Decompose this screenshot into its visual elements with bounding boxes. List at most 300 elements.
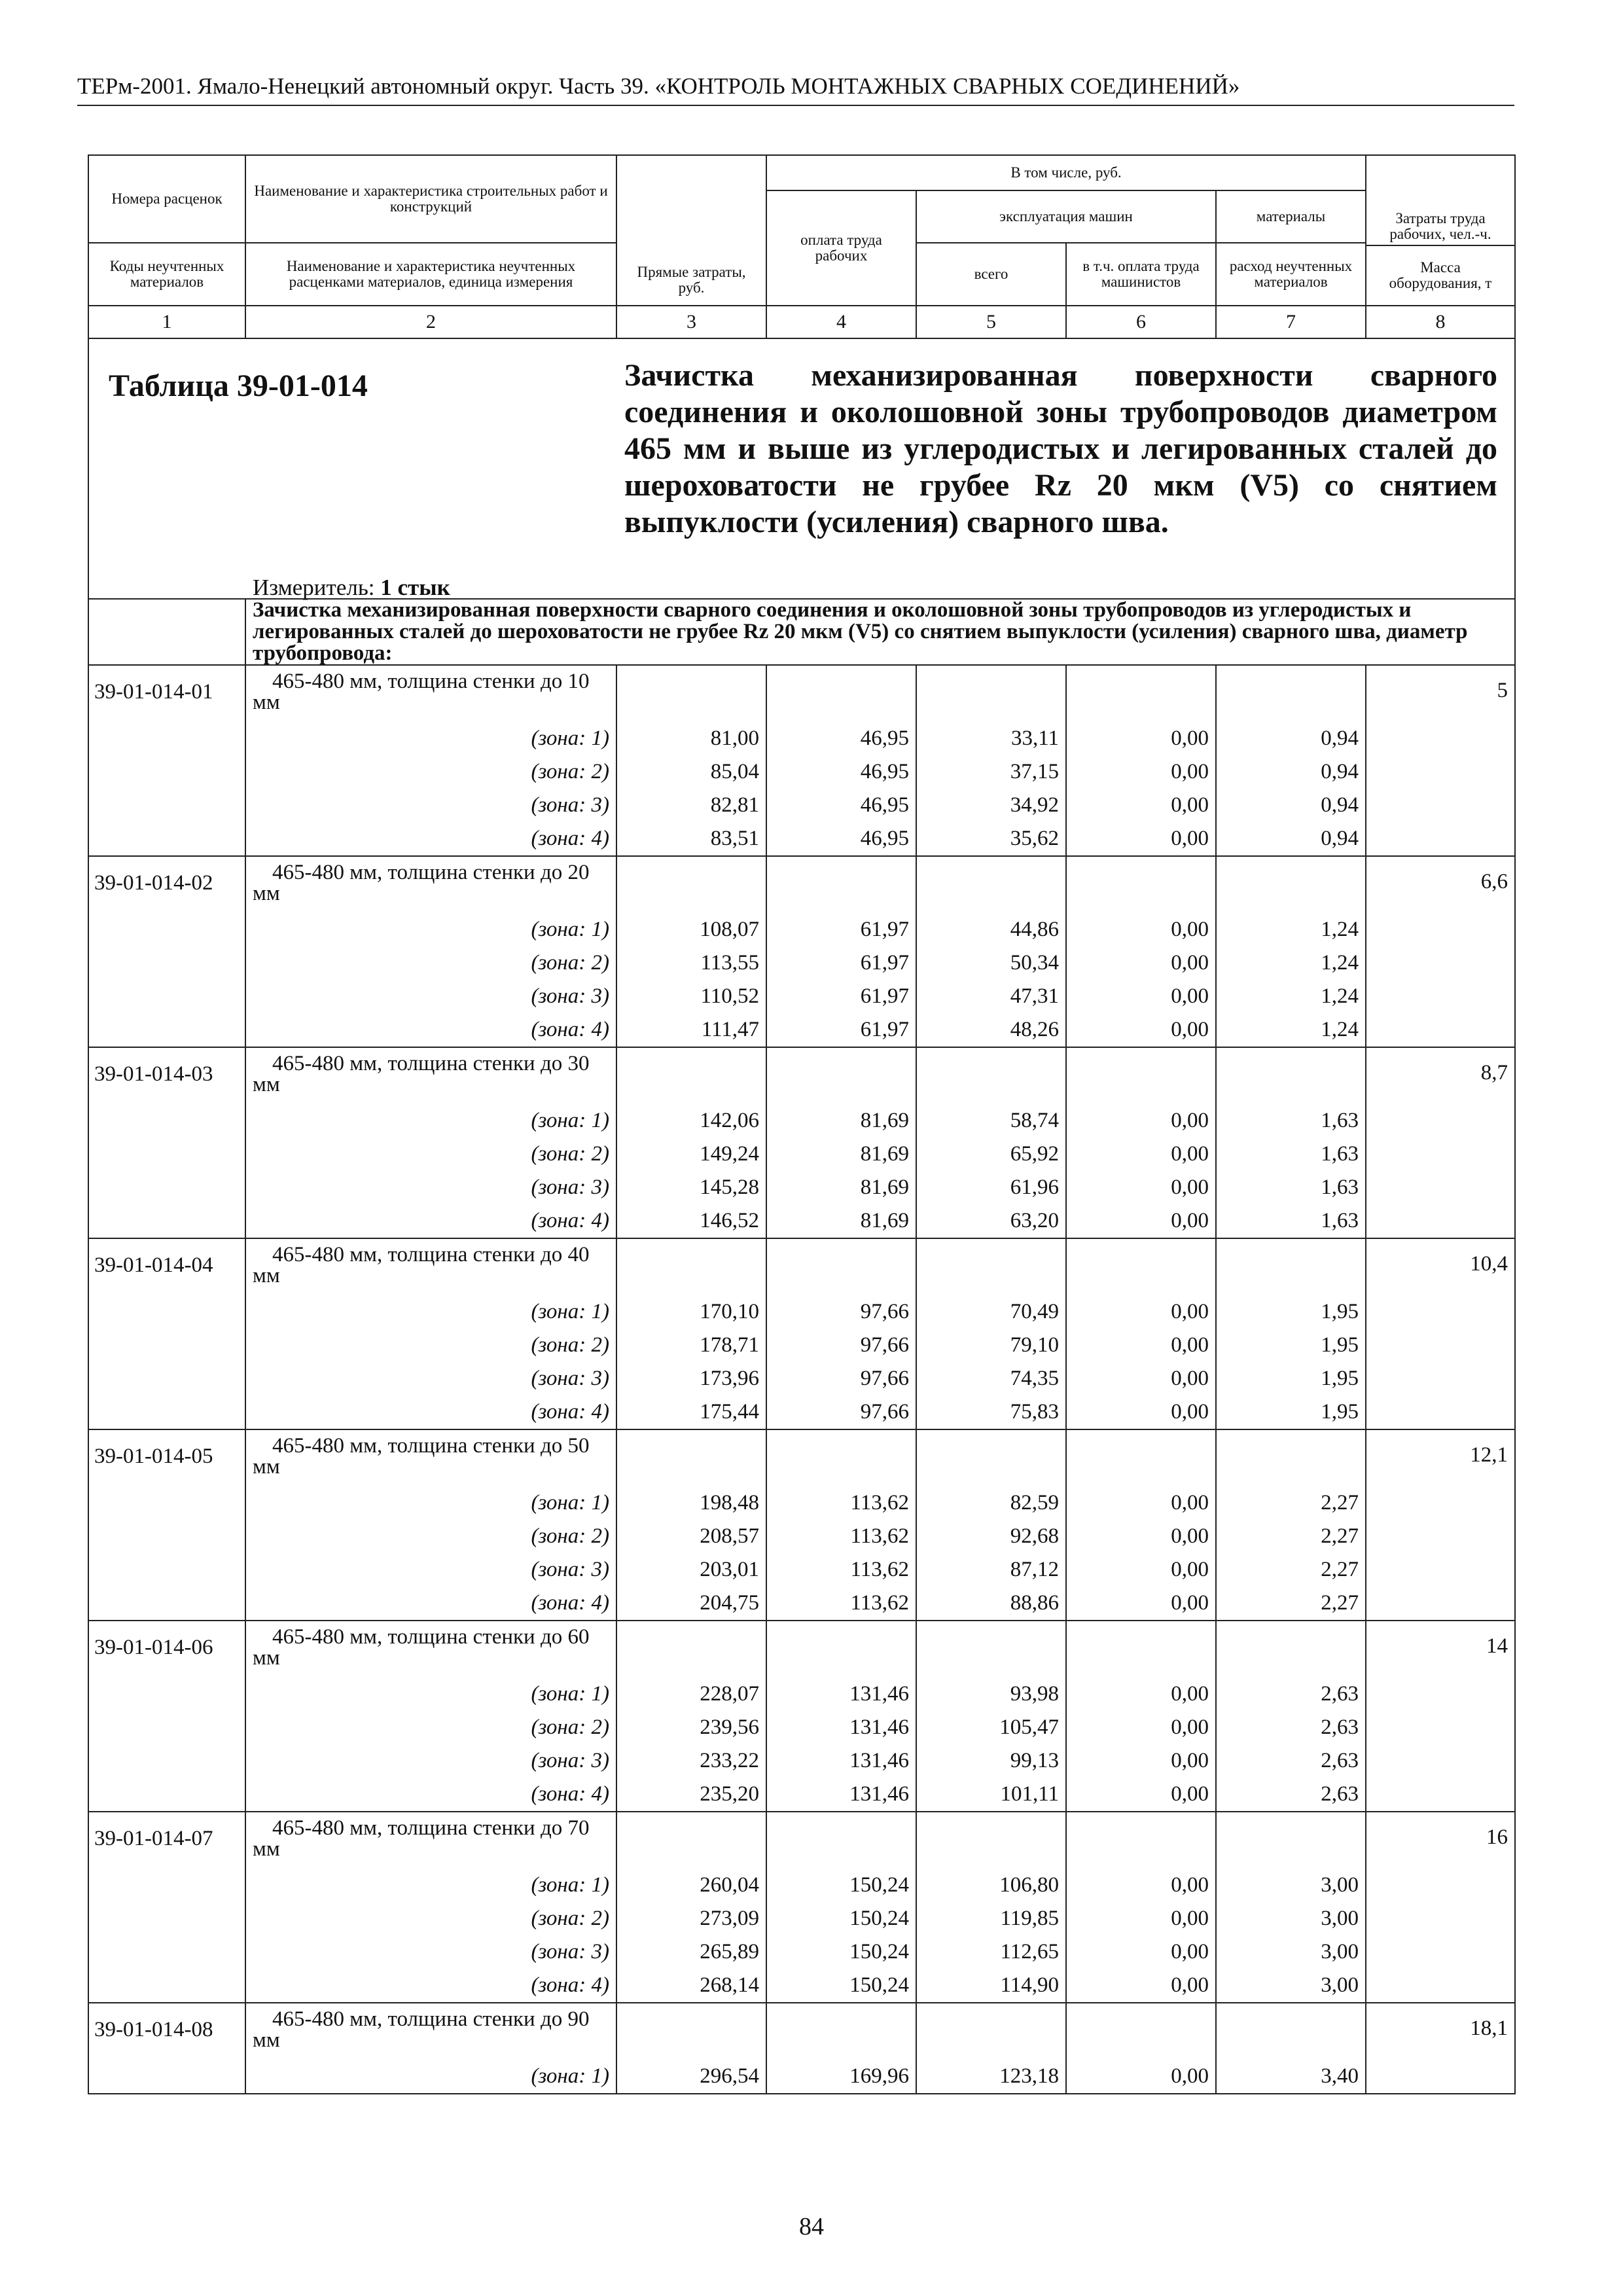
machine-total: 63,20	[916, 1204, 1066, 1238]
direct-cost: 111,47	[616, 1013, 766, 1047]
empty-cell	[616, 665, 766, 722]
machinist-pay: 0,00	[1066, 1395, 1216, 1429]
materials-cost: 3,00	[1216, 1869, 1366, 1902]
col5-header: всего	[916, 243, 1066, 306]
table-title: Зачистка механизированная поверхности сварного соединения и околошовной зоны трубопроводов диаметром 465 мм и выше из углеродистых и легированных сталей до шероховатости не грубее Rz 20 мкм (V5) со снятием выпуклости (усиления) сварного шва.	[624, 358, 1497, 539]
machinist-pay: 0,00	[1066, 913, 1216, 946]
col1-bottom-header: Коды неучтенных материалов	[88, 243, 245, 306]
materials-cost: 1,24	[1216, 980, 1366, 1013]
zone-label: (зона: 2)	[245, 946, 616, 980]
machine-total: 48,26	[916, 1013, 1066, 1047]
worker-pay: 169,96	[766, 2060, 916, 2094]
machine-total: 101,11	[916, 1778, 1066, 1812]
zone-label: (зона: 3)	[245, 789, 616, 822]
machinist-pay: 0,00	[1066, 1295, 1216, 1329]
labor-cost: 16	[1366, 1812, 1515, 2003]
empty-cell	[616, 2003, 766, 2060]
empty-cell	[1216, 1238, 1366, 1295]
direct-cost: 146,52	[616, 1204, 766, 1238]
machine-total: 119,85	[916, 1902, 1066, 1935]
table-row	[88, 2003, 1515, 2060]
col7-header: расход неучтенных материалов	[1216, 243, 1366, 306]
zone-label: (зона: 2)	[245, 755, 616, 789]
labor-cost: 5	[1366, 665, 1515, 856]
machinist-pay: 0,00	[1066, 1138, 1216, 1171]
direct-cost: 204,75	[616, 1587, 766, 1621]
empty-cell	[1216, 1812, 1366, 1869]
zone-label: (зона: 1)	[245, 1677, 616, 1711]
empty-cell	[616, 856, 766, 913]
direct-cost: 85,04	[616, 755, 766, 789]
worker-pay: 97,66	[766, 1395, 916, 1429]
machinist-pay: 0,00	[1066, 1902, 1216, 1935]
worker-pay: 46,95	[766, 822, 916, 856]
empty-cell	[616, 1621, 766, 1677]
materials-cost: 2,27	[1216, 1553, 1366, 1587]
table-row	[88, 856, 1515, 913]
worker-pay: 46,95	[766, 722, 916, 755]
zone-label: (зона: 1)	[245, 722, 616, 755]
empty-cell	[766, 1812, 916, 1869]
zone-row	[88, 1677, 1515, 1711]
labor-cost: 12,1	[1366, 1429, 1515, 1621]
machinist-pay: 0,00	[1066, 1171, 1216, 1204]
empty-cell	[766, 665, 916, 722]
machinist-pay: 0,00	[1066, 1778, 1216, 1812]
empty-cell	[916, 2003, 1066, 2060]
direct-cost: 208,57	[616, 1520, 766, 1553]
empty-cell	[916, 1812, 1066, 1869]
labor-cost: 10,4	[1366, 1238, 1515, 1429]
machine-total: 47,31	[916, 980, 1066, 1013]
zone-label: (зона: 4)	[245, 1778, 616, 1812]
rates-table	[88, 154, 1516, 2094]
item-description: 465-480 мм, толщина стенки до 90 мм	[245, 2003, 616, 2060]
item-description: 465-480 мм, толщина стенки до 50 мм	[245, 1429, 616, 1486]
worker-pay: 150,24	[766, 1935, 916, 1969]
col-number: 5	[916, 306, 1066, 338]
col3-header: Прямые затраты, руб.	[616, 155, 766, 306]
empty-cell	[1066, 856, 1216, 913]
materials-cost: 1,95	[1216, 1295, 1366, 1329]
machine-total: 58,74	[916, 1104, 1066, 1138]
machinist-pay: 0,00	[1066, 1553, 1216, 1587]
machinist-pay: 0,00	[1066, 1486, 1216, 1520]
zone-row	[88, 1778, 1515, 1812]
col8-bottom-header: Масса оборудования, т	[1366, 245, 1515, 306]
empty-cell	[766, 2003, 916, 2060]
machinist-pay: 0,00	[1066, 789, 1216, 822]
worker-pay: 46,95	[766, 789, 916, 822]
machine-total: 92,68	[916, 1520, 1066, 1553]
section-code-cell	[88, 599, 245, 665]
empty-cell	[766, 1047, 916, 1104]
zone-row	[88, 946, 1515, 980]
direct-cost: 173,96	[616, 1362, 766, 1395]
direct-cost: 198,48	[616, 1486, 766, 1520]
worker-pay: 150,24	[766, 1902, 916, 1935]
col-number: 1	[88, 306, 245, 338]
zone-row	[88, 2060, 1515, 2094]
machine-total: 74,35	[916, 1362, 1066, 1395]
machine-total: 35,62	[916, 822, 1066, 856]
materials-cost: 0,94	[1216, 755, 1366, 789]
empty-cell	[1066, 2003, 1216, 2060]
direct-cost: 296,54	[616, 2060, 766, 2094]
worker-pay: 131,46	[766, 1744, 916, 1778]
worker-pay: 97,66	[766, 1295, 916, 1329]
materials-cost: 1,95	[1216, 1395, 1366, 1429]
empty-cell	[1066, 1621, 1216, 1677]
labor-cost: 14	[1366, 1621, 1515, 1812]
direct-cost: 265,89	[616, 1935, 766, 1969]
table-row	[88, 1429, 1515, 1486]
materials-cost: 1,24	[1216, 1013, 1366, 1047]
rate-code: 39-01-014-06	[88, 1621, 245, 1812]
zone-label: (зона: 4)	[245, 1013, 616, 1047]
machine-total: 123,18	[916, 2060, 1066, 2094]
worker-pay: 81,69	[766, 1171, 916, 1204]
col2-top-header: Наименование и характеристика строительных работ и конструкций	[245, 155, 616, 243]
materials-cost: 1,63	[1216, 1138, 1366, 1171]
including-header: В том числе, руб.	[766, 155, 1366, 190]
zone-row	[88, 1138, 1515, 1171]
zone-row	[88, 1204, 1515, 1238]
empty-cell	[1216, 1621, 1366, 1677]
machine-total: 114,90	[916, 1969, 1066, 2003]
materials-cost: 1,63	[1216, 1104, 1366, 1138]
machine-total: 79,10	[916, 1329, 1066, 1362]
machinist-pay: 0,00	[1066, 722, 1216, 755]
rate-code: 39-01-014-08	[88, 2003, 245, 2094]
col8-top-header: Затраты труда рабочих, чел.-ч.	[1366, 155, 1515, 245]
zone-label: (зона: 1)	[245, 1104, 616, 1138]
materials-cost: 3,40	[1216, 2060, 1366, 2094]
empty-cell	[1066, 1812, 1216, 1869]
materials-cost: 2,63	[1216, 1778, 1366, 1812]
worker-pay: 131,46	[766, 1677, 916, 1711]
machine-total: 93,98	[916, 1677, 1066, 1711]
page-number: 84	[799, 2213, 824, 2240]
machinist-pay: 0,00	[1066, 1362, 1216, 1395]
labor-cost: 8,7	[1366, 1047, 1515, 1238]
machine-total: 33,11	[916, 722, 1066, 755]
worker-pay: 61,97	[766, 913, 916, 946]
machine-total: 61,96	[916, 1171, 1066, 1204]
zone-row	[88, 1013, 1515, 1047]
zone-label: (зона: 4)	[245, 1587, 616, 1621]
table-row	[88, 665, 1515, 722]
item-description: 465-480 мм, толщина стенки до 40 мм	[245, 1238, 616, 1295]
measurer-value: 1 стык	[380, 575, 450, 600]
table-row	[88, 1047, 1515, 1104]
direct-cost: 110,52	[616, 980, 766, 1013]
machinist-pay: 0,00	[1066, 1969, 1216, 2003]
direct-cost: 268,14	[616, 1969, 766, 2003]
machinist-pay: 0,00	[1066, 1520, 1216, 1553]
materials-cost: 3,00	[1216, 1935, 1366, 1969]
materials-cost: 0,94	[1216, 722, 1366, 755]
zone-label: (зона: 4)	[245, 1395, 616, 1429]
machine-total: 106,80	[916, 1869, 1066, 1902]
direct-cost: 113,55	[616, 946, 766, 980]
zone-label: (зона: 2)	[245, 1329, 616, 1362]
worker-pay: 131,46	[766, 1778, 916, 1812]
zone-row	[88, 1869, 1515, 1902]
materials-cost: 2,63	[1216, 1677, 1366, 1711]
machinist-pay: 0,00	[1066, 1204, 1216, 1238]
empty-cell	[1066, 1429, 1216, 1486]
machine-total: 99,13	[916, 1744, 1066, 1778]
zone-label: (зона: 1)	[245, 2060, 616, 2094]
direct-cost: 142,06	[616, 1104, 766, 1138]
item-description: 465-480 мм, толщина стенки до 60 мм	[245, 1621, 616, 1677]
col4-header: оплата труда рабочих	[766, 190, 916, 306]
item-description: 465-480 мм, толщина стенки до 20 мм	[245, 856, 616, 913]
labor-cost: 6,6	[1366, 856, 1515, 1047]
empty-cell	[616, 1047, 766, 1104]
direct-cost: 175,44	[616, 1395, 766, 1429]
worker-pay: 81,69	[766, 1104, 916, 1138]
zone-label: (зона: 3)	[245, 1744, 616, 1778]
materials-cost: 2,63	[1216, 1744, 1366, 1778]
zone-row	[88, 1329, 1515, 1362]
rate-code: 39-01-014-03	[88, 1047, 245, 1238]
zone-row	[88, 1295, 1515, 1329]
empty-cell	[1216, 856, 1366, 913]
item-description: 465-480 мм, толщина стенки до 70 мм	[245, 1812, 616, 1869]
worker-pay: 46,95	[766, 755, 916, 789]
machine-total: 75,83	[916, 1395, 1066, 1429]
direct-cost: 203,01	[616, 1553, 766, 1587]
table-row	[88, 1238, 1515, 1295]
empty-cell	[766, 1621, 916, 1677]
zone-label: (зона: 3)	[245, 1171, 616, 1204]
zone-row	[88, 980, 1515, 1013]
zone-label: (зона: 3)	[245, 1935, 616, 1969]
zone-row	[88, 1362, 1515, 1395]
col6-header: в т.ч. оплата труда машинистов	[1066, 243, 1216, 306]
machinist-pay: 0,00	[1066, 1935, 1216, 1969]
empty-cell	[916, 1047, 1066, 1104]
machine-total: 34,92	[916, 789, 1066, 822]
zone-label: (зона: 4)	[245, 1204, 616, 1238]
zone-row	[88, 1520, 1515, 1553]
table-name: Таблица 39-01-014	[109, 368, 368, 403]
worker-pay: 113,62	[766, 1520, 916, 1553]
machine-total: 65,92	[916, 1138, 1066, 1171]
direct-cost: 228,07	[616, 1677, 766, 1711]
zone-row	[88, 1553, 1515, 1587]
rate-code: 39-01-014-02	[88, 856, 245, 1047]
materials-cost: 1,95	[1216, 1362, 1366, 1395]
rate-code: 39-01-014-05	[88, 1429, 245, 1621]
direct-cost: 81,00	[616, 722, 766, 755]
zone-row	[88, 1902, 1515, 1935]
col-number: 3	[616, 306, 766, 338]
zone-row	[88, 1711, 1515, 1744]
materials-cost: 3,00	[1216, 1969, 1366, 2003]
zone-row	[88, 1104, 1515, 1138]
machinist-pay: 0,00	[1066, 2060, 1216, 2094]
worker-pay: 61,97	[766, 1013, 916, 1047]
rate-code: 39-01-014-01	[88, 665, 245, 856]
direct-cost: 108,07	[616, 913, 766, 946]
col-number: 8	[1366, 306, 1515, 338]
worker-pay: 61,97	[766, 980, 916, 1013]
machinist-pay: 0,00	[1066, 1677, 1216, 1711]
worker-pay: 131,46	[766, 1711, 916, 1744]
machinist-pay: 0,00	[1066, 1744, 1216, 1778]
machine-total: 37,15	[916, 755, 1066, 789]
empty-cell	[1216, 2003, 1366, 2060]
zone-label: (зона: 1)	[245, 1486, 616, 1520]
machinist-pay: 0,00	[1066, 1711, 1216, 1744]
col-number: 7	[1216, 306, 1366, 338]
materials-cost: 0,94	[1216, 822, 1366, 856]
col-number: 6	[1066, 306, 1216, 338]
materials-cost: 1,63	[1216, 1204, 1366, 1238]
zone-label: (зона: 2)	[245, 1902, 616, 1935]
machine-total: 82,59	[916, 1486, 1066, 1520]
col2-bottom-header: Наименование и характеристика неучтенных расценками материалов, единица измерения	[245, 243, 616, 306]
worker-pay: 113,62	[766, 1486, 916, 1520]
labor-cost: 18,1	[1366, 2003, 1515, 2094]
empty-cell	[766, 1238, 916, 1295]
worker-pay: 113,62	[766, 1587, 916, 1621]
worker-pay: 81,69	[766, 1138, 916, 1171]
zone-label: (зона: 1)	[245, 1869, 616, 1902]
item-description: 465-480 мм, толщина стенки до 10 мм	[245, 665, 616, 722]
empty-cell	[1216, 1047, 1366, 1104]
col-number: 4	[766, 306, 916, 338]
zone-label: (зона: 1)	[245, 913, 616, 946]
machinist-pay: 0,00	[1066, 946, 1216, 980]
empty-cell	[916, 1621, 1066, 1677]
table-row	[88, 1621, 1515, 1677]
direct-cost: 233,22	[616, 1744, 766, 1778]
empty-cell	[1066, 665, 1216, 722]
materials-cost: 2,27	[1216, 1587, 1366, 1621]
direct-cost: 239,56	[616, 1711, 766, 1744]
empty-cell	[616, 1429, 766, 1486]
empty-cell	[916, 1429, 1066, 1486]
zone-row	[88, 755, 1515, 789]
machine-total: 70,49	[916, 1295, 1066, 1329]
zone-row	[88, 1744, 1515, 1778]
direct-cost: 83,51	[616, 822, 766, 856]
zone-label: (зона: 4)	[245, 822, 616, 856]
empty-cell	[916, 856, 1066, 913]
empty-cell	[1216, 665, 1366, 722]
zone-row	[88, 1935, 1515, 1969]
zone-label: (зона: 3)	[245, 980, 616, 1013]
materials-cost: 1,24	[1216, 946, 1366, 980]
column-number-row	[88, 306, 1515, 338]
zone-row	[88, 1969, 1515, 2003]
zone-row	[88, 913, 1515, 946]
empty-cell	[1066, 1238, 1216, 1295]
col-number: 2	[245, 306, 616, 338]
zone-row	[88, 822, 1515, 856]
rate-code: 39-01-014-07	[88, 1812, 245, 2003]
empty-cell	[616, 1238, 766, 1295]
empty-cell	[1216, 1429, 1366, 1486]
empty-cell	[1066, 1047, 1216, 1104]
worker-pay: 97,66	[766, 1362, 916, 1395]
zone-label: (зона: 3)	[245, 1362, 616, 1395]
worker-pay: 113,62	[766, 1553, 916, 1587]
table-row	[88, 1812, 1515, 1869]
machinist-pay: 0,00	[1066, 822, 1216, 856]
zone-row	[88, 722, 1515, 755]
direct-cost: 260,04	[616, 1869, 766, 1902]
machinist-pay: 0,00	[1066, 1869, 1216, 1902]
materials-cost: 2,27	[1216, 1520, 1366, 1553]
zone-row	[88, 1395, 1515, 1429]
materials-cost: 1,63	[1216, 1171, 1366, 1204]
worker-pay: 97,66	[766, 1329, 916, 1362]
table-title-block	[88, 338, 1515, 599]
zone-label: (зона: 4)	[245, 1969, 616, 2003]
machinist-pay: 0,00	[1066, 1104, 1216, 1138]
zone-label: (зона: 1)	[245, 1295, 616, 1329]
zone-label: (зона: 2)	[245, 1520, 616, 1553]
empty-cell	[766, 1429, 916, 1486]
zone-row	[88, 1486, 1515, 1520]
zone-label: (зона: 2)	[245, 1138, 616, 1171]
direct-cost: 235,20	[616, 1778, 766, 1812]
materials-cost: 1,24	[1216, 913, 1366, 946]
worker-pay: 61,97	[766, 946, 916, 980]
running-header: ТЕРм-2001. Ямало-Ненецкий автономный округ. Часть 39. «КОНТРОЛЬ МОНТАЖНЫХ СВАРНЫХ СОЕДИНЕНИЙ»	[77, 73, 1240, 99]
direct-cost: 273,09	[616, 1902, 766, 1935]
machinist-pay: 0,00	[1066, 1587, 1216, 1621]
machine-total: 105,47	[916, 1711, 1066, 1744]
materials-header: материалы	[1216, 190, 1366, 243]
materials-cost: 3,00	[1216, 1902, 1366, 1935]
rate-code: 39-01-014-04	[88, 1238, 245, 1429]
worker-pay: 81,69	[766, 1204, 916, 1238]
direct-cost: 149,24	[616, 1138, 766, 1171]
section-heading: Зачистка механизированная поверхности сварного соединения и околошовной зоны трубопроводов из углеродистых и легированных сталей до шероховатости не грубее Rz 20 мкм (V5) со снятием выпуклости (усиления) сварного шва, диаметр трубопровода:	[245, 599, 1515, 665]
machines-header: эксплуатация машин	[916, 190, 1216, 243]
machine-total: 50,34	[916, 946, 1066, 980]
empty-cell	[916, 1238, 1066, 1295]
direct-cost: 170,10	[616, 1295, 766, 1329]
measurer	[253, 575, 450, 601]
direct-cost: 82,81	[616, 789, 766, 822]
empty-cell	[916, 665, 1066, 722]
zone-row	[88, 1587, 1515, 1621]
measurer-label: Измеритель:	[253, 575, 375, 600]
materials-cost: 1,95	[1216, 1329, 1366, 1362]
direct-cost: 145,28	[616, 1171, 766, 1204]
machinist-pay: 0,00	[1066, 755, 1216, 789]
empty-cell	[766, 856, 916, 913]
empty-cell	[616, 1812, 766, 1869]
materials-cost: 2,63	[1216, 1711, 1366, 1744]
machine-total: 87,12	[916, 1553, 1066, 1587]
item-description: 465-480 мм, толщина стенки до 30 мм	[245, 1047, 616, 1104]
machine-total: 112,65	[916, 1935, 1066, 1969]
machine-total: 88,86	[916, 1587, 1066, 1621]
col1-top-header: Номера расценок	[88, 155, 245, 243]
materials-cost: 2,27	[1216, 1486, 1366, 1520]
zone-label: (зона: 2)	[245, 1711, 616, 1744]
worker-pay: 150,24	[766, 1969, 916, 2003]
header-rule	[77, 105, 1514, 106]
